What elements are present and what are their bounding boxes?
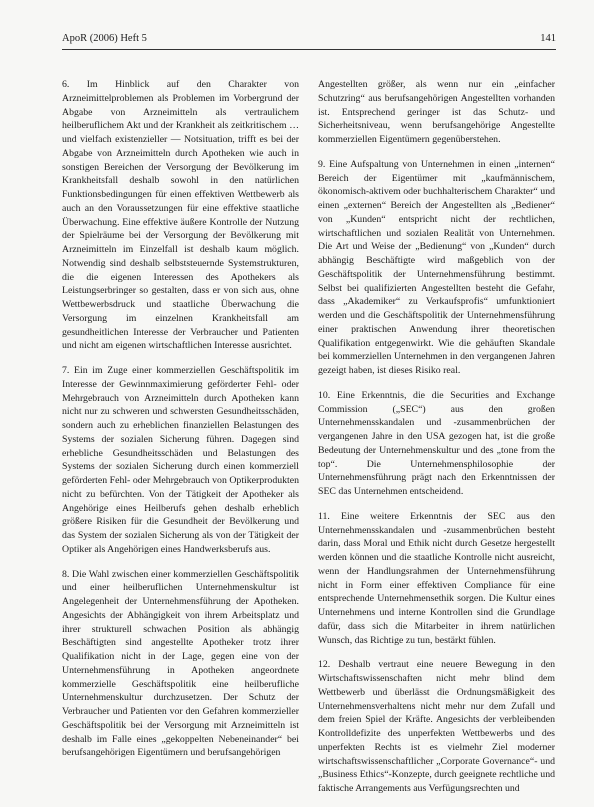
paragraph-12: 12. Deshalb vertraut eine neuere Bewegung in den Wirtschaftswissenschaften nicht mehr blind dem Wettbewerb und überlässt die Ordnungsmäßigkeit des Unternehmensverhaltens nicht mehr nur dem Zufall und dem freien Spiel der Kräfte. Angesichts der verbleibenden Kontrolldefizite des unperfekten Wettbewerbs und des unperfekten Rechts ist es vielmehr Ziel moderner wirtschaftswissenschaftlicher „Corporate Governance“- und „Business Ethics“-Konzepte, durch geeignete rechtliche und faktische Arrangements aus Verfügungsrechten und bbox=[318, 659, 555, 794]
journal-reference: ApoR (2006) Heft 5 bbox=[62, 33, 147, 44]
paragraph-9: 9. Eine Aufspaltung von Unternehmen in einen „internen“ Bereich der Eigentümer mit „kaufmännischem, ökonomisch-aktivem oder buchhalterischem Charakter“ und einen „externen“ Bereich der Angestellten als „Bediener“ von „Kunden“ entspricht nicht der rechtlichen, wirtschaftlichen und sozialen Realität von Unternehmen. Die Art und Weise der „Bedienung“ von „Kunden“ durch abhängig Beschäftigte wird maßgeblich von der Geschäftspolitik der Unternehmensführung bestimmt. Selbst bei qualifizierten Angestellten besteht die Gefahr, dass „Akademiker“ zu Verkaufsprofis“ umfunktioniert werden und die Geschäftspolitik der Unternehmensführung einer praktischen Anwendung ihrer theoretischen Qualifikation entgegenwirkt. Wie die gehäuften Skandale bei kommerziellen Unternehmen in den vergangenen Jahren gezeigt haben, ist dieses Risiko real. bbox=[318, 158, 555, 376]
paragraph-6: 6. Im Hinblick auf den Charakter von Arzneimittelproblemen als Problemen im Vorbergrund der Abgabe von Arzneimitteln als vertraulichem heilberuflichem Akt und der Krankheit als zeitkritischem … und vielfach existenzieller — Notsituation, trifft es bei der Abgabe von Arzneimitteln durch Apotheken wie auch in sonstigen Bereichen der Versorgung der Bevölkerung im Krankheitsfall deshalb sowohl in den natürlichen Funktionsbedingungen für einen effektiven Wettbewerb als auch an den Voraussetzungen für eine effektive staatliche Überwachung. Eine effektive äußere Kontrolle der Nutzung der Spielräume bei der Versorgung der Bevölkerung mit Arzneimitteln im Einzelfall ist deshalb kaum möglich. Notwendig sind deshalb selbststeuernde Systemstrukturen, die die eigenen Interessen des Apothekers als Leistungserbringer so gestalten, dass er von sich aus, ohne Wettbewerbsdruck und staatliche Überwachung die Versorgung im einzelnen Krankheitsfall am gesundheitlichen Interesse der Verbraucher und Patienten und nicht am eigenen wirtschaftlichen Interesse ausrichtet. bbox=[62, 79, 299, 352]
right-column bbox=[318, 78, 555, 807]
header-rule bbox=[62, 49, 556, 50]
paragraph-8-continued: Angestellten größer, als wenn nur ein „einfacher Schutzring“ aus berufsangehörigen Angestellten vorhanden ist. Entsprechend geringer ist das Schutz- und Sicherheitsniveau, wenn berufsangehörige Angestellte kommerziellen Eigentümern gegenüberstehen. bbox=[318, 79, 555, 145]
paragraph-8: 8. Die Wahl zwischen einer kommerziellen Geschäftspolitik und einer heilberuflichen Unternehmenskultur ist Angelegenheit der Unternehmensführung der Apotheken. Angesichts der Abhängigkeit von ihrem Arbeitsplatz und ihrer strukturell schwachen Position als abhängig Beschäftigten sind angestellte Apotheker trotz ihrer Qualifikation nicht in der Lage, gegen eine von der Unternehmensführung in Apotheken angeordnete kommerzielle Geschäftspolitik eine heilberufliche Unternehmenskultur durchzusetzen. Der Schutz der Verbraucher und Patienten vor den Gefahren kommerzieller Geschäftspolitik bei der Versorgung mit Arzneimitteln ist deshalb im Falle eines „gekoppelten Nebeneinander“ bei berufsangehörigen Eigentümern und berufsangehörigen bbox=[62, 568, 299, 759]
left-column bbox=[62, 78, 299, 771]
paragraph-11: 11. Eine weitere Erkenntnis der SEC aus den Unternehmensskandalen und -zusammenbrüchen besteht darin, dass Moral und Ethik nicht durch Gesetze hergestellt werden können und die staatliche Kontrolle nicht ausreicht, wenn der Handlungsrahmen der Unternehmensführung nicht in Form einer effektiven Compliance für eine entsprechende Unternehmensethik sorgen. Die Kultur eines Unternehmens und interne Kontrollen sind die Grundlage dafür, dass sich die Mitarbeiter in ihrem natürlichen Wunsch, das Richtige zu tun, bestärkt fühlen. bbox=[318, 510, 555, 646]
paragraph-10: 10. Eine Erkenntnis, die die Securities and Exchange Commission („SEC“) aus den großen Unternehmensskandalen und -zusammenbrüchen der vergangenen Jahre in den USA gezogen hat, ist die große Bedeutung der Unternehmenskultur und des „tone from the top“. Die Unternehmensphilosophie der Unternehmensführung prägt nach den Erkenntnissen der SEC das Unternehmen entscheidend. bbox=[318, 389, 555, 497]
page-number: 141 bbox=[540, 33, 556, 44]
paragraph-7: 7. Ein im Zuge einer kommerziellen Geschäftspolitik im Interesse der Gewinnmaximierung geförderter Fehl- oder Mehrgebrauch von Arzneimitteln durch Apotheken kann nicht nur zu schweren und schwersten Gesundheitsschäden, sondern auch zu erheblichen finanziellen Belastungen des Systems der sozialen Sicherung führen. Dagegen sind erhebliche Gesundheitsschäden und Belastungen des Systems der sozialen Sicherung durch einen kommerziell geförderten Fehl- oder Mehrgebrauch von Optikerprodukten nicht zu befürchten. Von der Tätigkeit der Apotheker als Angehörige eines Heilberufs gehen deshalb erheblich größere Risiken für die Gesundheit der Bevölkerung und das System der sozialen Sicherung als von der Tätigkeit der Optiker als Angehörigen eines Handwerksberufs aus. bbox=[62, 365, 299, 555]
page-header bbox=[62, 33, 556, 49]
